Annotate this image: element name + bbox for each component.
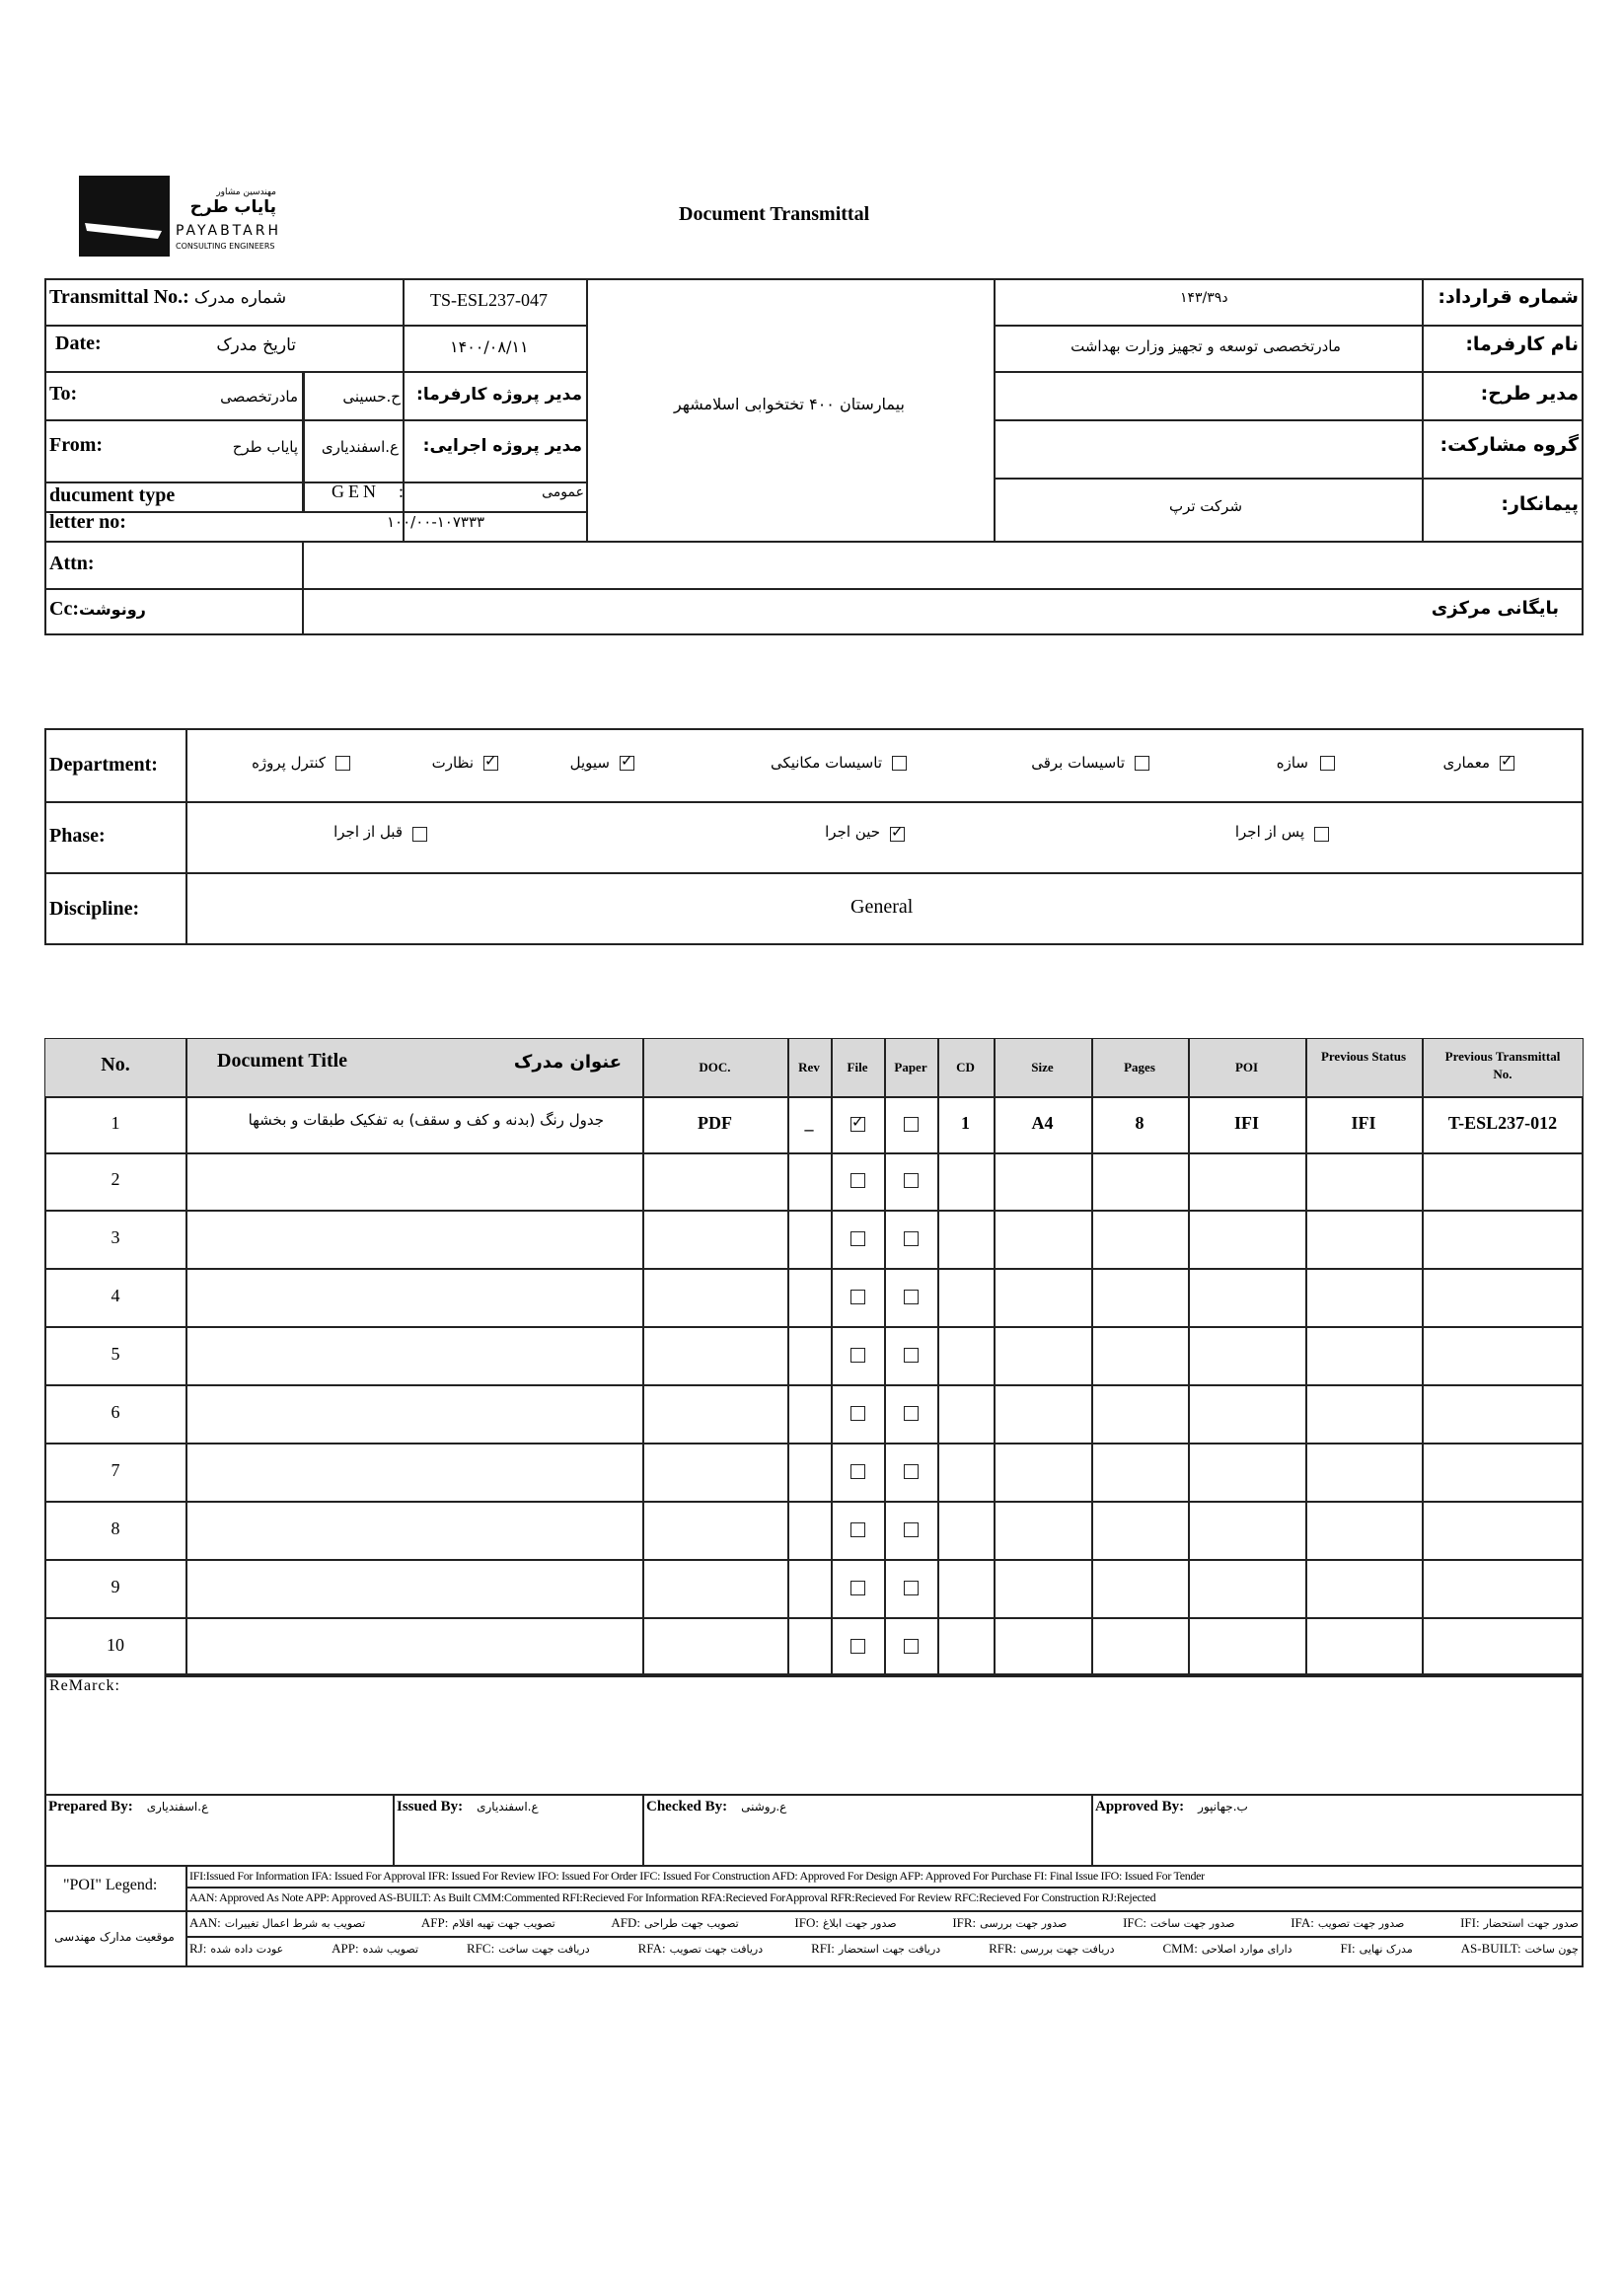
employer-value: مادرتخصصی توسعه و تجهیز وزارت بهداشت — [1070, 337, 1341, 355]
signature-block — [646, 1798, 786, 1815]
legend-entry — [467, 1940, 590, 1960]
letter-label: letter no: — [49, 511, 126, 533]
col-pages-header: Pages — [1124, 1060, 1155, 1074]
legend-description: تصویب به شرط اعمال تغییرات — [224, 1917, 366, 1930]
legend-code: AFP: — [420, 1915, 449, 1930]
col-paper-header: Paper — [894, 1060, 927, 1074]
legend-entry — [989, 1940, 1114, 1960]
row-paper-checkbox[interactable] — [904, 1406, 919, 1421]
legend-code: RFI: — [811, 1941, 835, 1956]
designer-label: مدیر طرح: — [1480, 383, 1579, 405]
legend-code: RFC: — [467, 1941, 495, 1956]
row-paper-checkbox[interactable] — [904, 1581, 919, 1595]
table-row — [44, 1617, 1584, 1675]
row-prev-transmittal: T-ESL237-012 — [1447, 1112, 1558, 1133]
table-row — [44, 1443, 1584, 1501]
legend-entry — [638, 1940, 763, 1960]
legend-entry — [1460, 1914, 1579, 1934]
col-poi-header: POI — [1234, 1060, 1259, 1074]
row-cd: 1 — [961, 1112, 970, 1133]
table-row — [44, 1501, 1584, 1559]
signature-name: ع.روشنی — [741, 1800, 787, 1814]
legend-description: صدور جهت تصویب — [1317, 1917, 1405, 1930]
row-file-checkbox[interactable] — [850, 1406, 865, 1421]
company-logo — [79, 174, 306, 262]
row-file-checkbox[interactable] — [850, 1639, 865, 1654]
phase-label: Phase: — [49, 825, 106, 847]
legend-code: IFC: — [1123, 1915, 1146, 1930]
phase-option-label: پس از اجرا — [1234, 823, 1304, 841]
legend-description: عودت داده شده — [210, 1943, 284, 1956]
department-checkbox[interactable] — [483, 756, 498, 771]
row-paper-checkbox[interactable] — [904, 1522, 919, 1537]
table-row — [44, 1268, 1584, 1326]
to-value: مادرتخصصی — [220, 388, 298, 406]
legend-description: تصویب جهت طراحی — [644, 1917, 739, 1930]
row-paper-checkbox[interactable] — [904, 1348, 919, 1363]
phase-checkbox[interactable] — [412, 827, 427, 842]
row-file-checkbox[interactable] — [850, 1117, 865, 1132]
legend-entry — [611, 1914, 738, 1934]
legend-code: AS-BUILT: — [1460, 1941, 1521, 1956]
legend-description: دریافت جهت استحضار — [838, 1943, 941, 1956]
row-number: 3 — [111, 1226, 120, 1247]
transmittal-number: TS-ESL237-047 — [430, 290, 548, 310]
department-option-label: سیویل — [569, 754, 610, 772]
signature-label: Checked By: — [646, 1799, 728, 1815]
legend-description: دریافت جهت تصویب — [669, 1943, 764, 1956]
signature-name: ع.اسفندیاری — [146, 1800, 209, 1814]
col-prev-transmittal-header: Previous Transmittal No. — [1444, 1049, 1561, 1081]
to-manager-value: ح.حسینی — [342, 388, 401, 406]
legend-description: دریافت جهت ساخت — [498, 1943, 590, 1956]
legend-code: AAN: — [189, 1915, 221, 1930]
row-file-checkbox[interactable] — [850, 1348, 865, 1363]
remark-label: ReMarck: — [49, 1677, 120, 1694]
department-checkbox[interactable] — [1135, 756, 1149, 771]
row-number: 10 — [107, 1634, 124, 1655]
from-label: From: — [49, 434, 104, 456]
signature-name: ب.جهانپور — [1198, 1800, 1248, 1814]
logo-fa-small: مهندسین مشاور — [216, 187, 276, 197]
contract-value: ۱۴۳/۳۹د — [1180, 290, 1228, 306]
table-row — [44, 1210, 1584, 1268]
legend-description: دارای موارد اصلاحی — [1201, 1943, 1292, 1956]
row-number: 2 — [111, 1169, 120, 1189]
row-paper-checkbox[interactable] — [904, 1290, 919, 1304]
contractor-label: پیمانکار: — [1501, 493, 1579, 515]
legend-en-line2: AAN: Approved As Note APP: Approved AS-BUILT: As Built CMM:Commented RFI:Recieved For Information RFA:Recieved ForApproval RFR:Recieved For Review RFC:Recieved For Construction RJ:Rejected — [189, 1890, 1156, 1904]
row-file-checkbox[interactable] — [850, 1290, 865, 1304]
department-option-label: نظارت — [431, 754, 474, 772]
letter-value: ۱۰۰/۰۰-۱۰۷۳۳۳ — [387, 513, 485, 531]
employer-label: نام کارفرما: — [1465, 333, 1579, 355]
phase-checkbox[interactable] — [890, 827, 905, 842]
legend-entry — [1162, 1940, 1292, 1960]
contractor-value: شرکت ترپ — [1168, 497, 1243, 515]
signature-label: Prepared By: — [48, 1799, 133, 1815]
legend-description: صدور جهت ابلاغ — [822, 1917, 897, 1930]
fa-legend-label: موقعیت مدارک مهندسی — [54, 1930, 175, 1944]
legend-code: IFR: — [952, 1915, 977, 1930]
legend-code: CMM: — [1162, 1941, 1198, 1956]
row-rev: _ — [804, 1112, 814, 1133]
row-number: 9 — [111, 1576, 120, 1596]
signature-name: ع.اسفندیاری — [477, 1800, 539, 1814]
contract-label: شماره قرارداد: — [1438, 286, 1579, 308]
legend-fa-line1 — [189, 1914, 1579, 1934]
partner-label: گروه مشارکت: — [1439, 434, 1579, 456]
row-paper-checkbox[interactable] — [904, 1464, 919, 1479]
row-number: 8 — [111, 1518, 120, 1538]
legend-code: IFI: — [1460, 1915, 1480, 1930]
row-number: 7 — [111, 1459, 120, 1480]
col-file-header: File — [847, 1060, 868, 1074]
department-option-label: سازه — [1276, 754, 1308, 772]
row-doc-type: PDF — [698, 1112, 732, 1133]
page-title: Document Transmittal — [679, 203, 870, 225]
col-rev-header: Rev — [798, 1060, 820, 1074]
logo-en-sub: CONSULTING ENGINEERS — [176, 242, 275, 251]
row-file-checkbox[interactable] — [850, 1581, 865, 1595]
col-no-header: No. — [101, 1054, 130, 1075]
phase-option-label: قبل از اجرا — [333, 823, 403, 841]
logo-fa-name: پایاب طرح — [189, 197, 276, 217]
row-number: 5 — [111, 1343, 120, 1364]
department-option-label: کنترل پروژه — [252, 754, 326, 772]
department-checkbox[interactable] — [1500, 756, 1514, 771]
table-row — [44, 1152, 1584, 1210]
row-file-checkbox[interactable] — [850, 1522, 865, 1537]
date-label: Date: — [55, 333, 102, 354]
legend-entry — [1291, 1914, 1404, 1934]
department-checkbox[interactable] — [620, 756, 634, 771]
legend-description: تصویب شده — [362, 1943, 419, 1956]
table-row — [44, 1559, 1584, 1617]
discipline-label: Discipline: — [49, 898, 140, 920]
signature-label: Issued By: — [397, 1799, 464, 1815]
remark-area[interactable] — [44, 1673, 1584, 1796]
signature-block — [48, 1798, 208, 1815]
row-paper-checkbox[interactable] — [904, 1639, 919, 1654]
signature-block — [397, 1798, 539, 1815]
legend-entry — [421, 1914, 555, 1934]
legend-description: چون ساخت — [1524, 1943, 1579, 1956]
from-manager-label: مدیر پروژه اجرایی: — [422, 436, 582, 456]
phase-checkbox[interactable] — [1314, 827, 1329, 842]
legend-entry — [794, 1914, 896, 1934]
header-section — [44, 278, 1584, 635]
row-number: 1 — [111, 1112, 120, 1133]
project-name: بیمارستان ۴۰۰ تختخوابی اسلامشهر — [674, 395, 905, 413]
legend-entry — [1461, 1940, 1579, 1960]
row-document-title: جدول رنگ (بدنه و کف و سقف) به تفکیک طبقات و بخشها — [248, 1110, 604, 1129]
row-file-checkbox[interactable] — [850, 1173, 865, 1188]
cc-label: Cc:رونوشت — [49, 598, 146, 620]
legend-code: RFA: — [637, 1941, 666, 1956]
col-title-header: Document Title — [217, 1050, 348, 1072]
department-checkbox[interactable] — [335, 756, 350, 771]
signature-label: Approved By: — [1095, 1799, 1185, 1815]
department-option-label: تاسیسات برقی — [1031, 754, 1125, 772]
doctype-fa: عمومی — [542, 484, 584, 500]
legend-entry — [1123, 1914, 1234, 1934]
legend-code: AFD: — [611, 1915, 641, 1930]
date-label-fa: تاریخ مدرک — [216, 335, 296, 355]
phase-option-label: حین اجرا — [825, 823, 880, 841]
date-value: ۱۴۰۰/۰۸/۱۱ — [450, 337, 529, 356]
signature-section — [44, 1794, 1584, 1867]
legend-description: مدرک نهایی — [1359, 1943, 1413, 1956]
col-prev-status-header: Previous Status — [1320, 1049, 1407, 1064]
row-paper-checkbox[interactable] — [904, 1117, 919, 1132]
row-file-checkbox[interactable] — [850, 1231, 865, 1246]
doctype-code: GEN — [332, 481, 380, 501]
department-checkbox[interactable] — [1320, 756, 1335, 771]
doctype-label: ducument type — [49, 484, 176, 506]
legend-description: صدور جهت استحضار — [1483, 1917, 1579, 1930]
legend-description: دریافت جهت بررسی — [1020, 1943, 1115, 1956]
row-pages: 8 — [1135, 1112, 1144, 1133]
legend-entry — [952, 1914, 1067, 1934]
row-poi: IFI — [1233, 1112, 1259, 1133]
transmittal-label: Transmittal No.: شماره مدرک — [49, 286, 287, 308]
col-size-header: Size — [1031, 1060, 1054, 1074]
col-title-fa-header: عنوان مدرک — [513, 1052, 622, 1073]
poi-legend-label: "POI" Legend: — [63, 1877, 158, 1893]
attn-label: Attn: — [49, 553, 95, 574]
legend-description: تصویب جهت تهیه اقلام — [452, 1917, 555, 1930]
row-paper-checkbox[interactable] — [904, 1231, 919, 1246]
row-number: 4 — [111, 1285, 120, 1305]
cc-value: بایگانی مرکزی — [1431, 598, 1559, 619]
legend-fa-line2 — [189, 1940, 1579, 1960]
row-number: 6 — [111, 1401, 120, 1422]
legend-entry — [189, 1914, 365, 1934]
doctype-sep: : — [399, 481, 405, 501]
row-file-checkbox[interactable] — [850, 1464, 865, 1479]
department-label: Department: — [49, 754, 158, 776]
legend-code: RJ: — [189, 1941, 207, 1956]
department-option-label: معماری — [1442, 754, 1490, 772]
department-checkbox[interactable] — [892, 756, 907, 771]
col-doc-header: DOC. — [699, 1060, 731, 1074]
legend-code: FI: — [1340, 1941, 1356, 1956]
legend-entry — [332, 1940, 418, 1960]
legend-code: APP: — [332, 1941, 359, 1956]
logo-en-name: PAYABTARH — [176, 223, 281, 239]
legend-code: IFO: — [794, 1915, 819, 1930]
legend-code: IFA: — [1291, 1915, 1314, 1930]
from-value: پایاب طرح — [232, 438, 298, 456]
legend-code: RFR: — [989, 1941, 1017, 1956]
legend-en-line1: IFI:Issued For Information IFA: Issued For Approval IFR: Issued For Review IFO: Issued For Order IFC: Issued For Construction AFD: Approved For Design AFP: Approved For Purchase FI: Final Issue IFO: Issued For Tender — [189, 1869, 1205, 1883]
to-manager-label: مدیر پروژه کارفرما: — [416, 385, 582, 405]
signature-block — [1095, 1798, 1248, 1815]
legend-entry — [811, 1940, 940, 1960]
table-row — [44, 1326, 1584, 1384]
row-size: A4 — [1031, 1112, 1054, 1133]
legend-description: صدور جهت ساخت — [1149, 1917, 1235, 1930]
col-cd-header: CD — [956, 1060, 975, 1074]
legend-entry — [189, 1940, 283, 1960]
row-paper-checkbox[interactable] — [904, 1173, 919, 1188]
legend-description: صدور جهت بررسی — [980, 1917, 1068, 1930]
table-row — [44, 1384, 1584, 1443]
from-manager-value: ع.اسفندیاری — [321, 438, 399, 456]
discipline-value: General — [850, 896, 914, 918]
department-option-label: تاسیسات مکانیکی — [770, 754, 882, 772]
to-label: To: — [49, 383, 78, 405]
legend-entry — [1341, 1940, 1413, 1960]
row-prev-status: IFI — [1351, 1112, 1376, 1133]
logo-mark-icon — [79, 176, 170, 257]
